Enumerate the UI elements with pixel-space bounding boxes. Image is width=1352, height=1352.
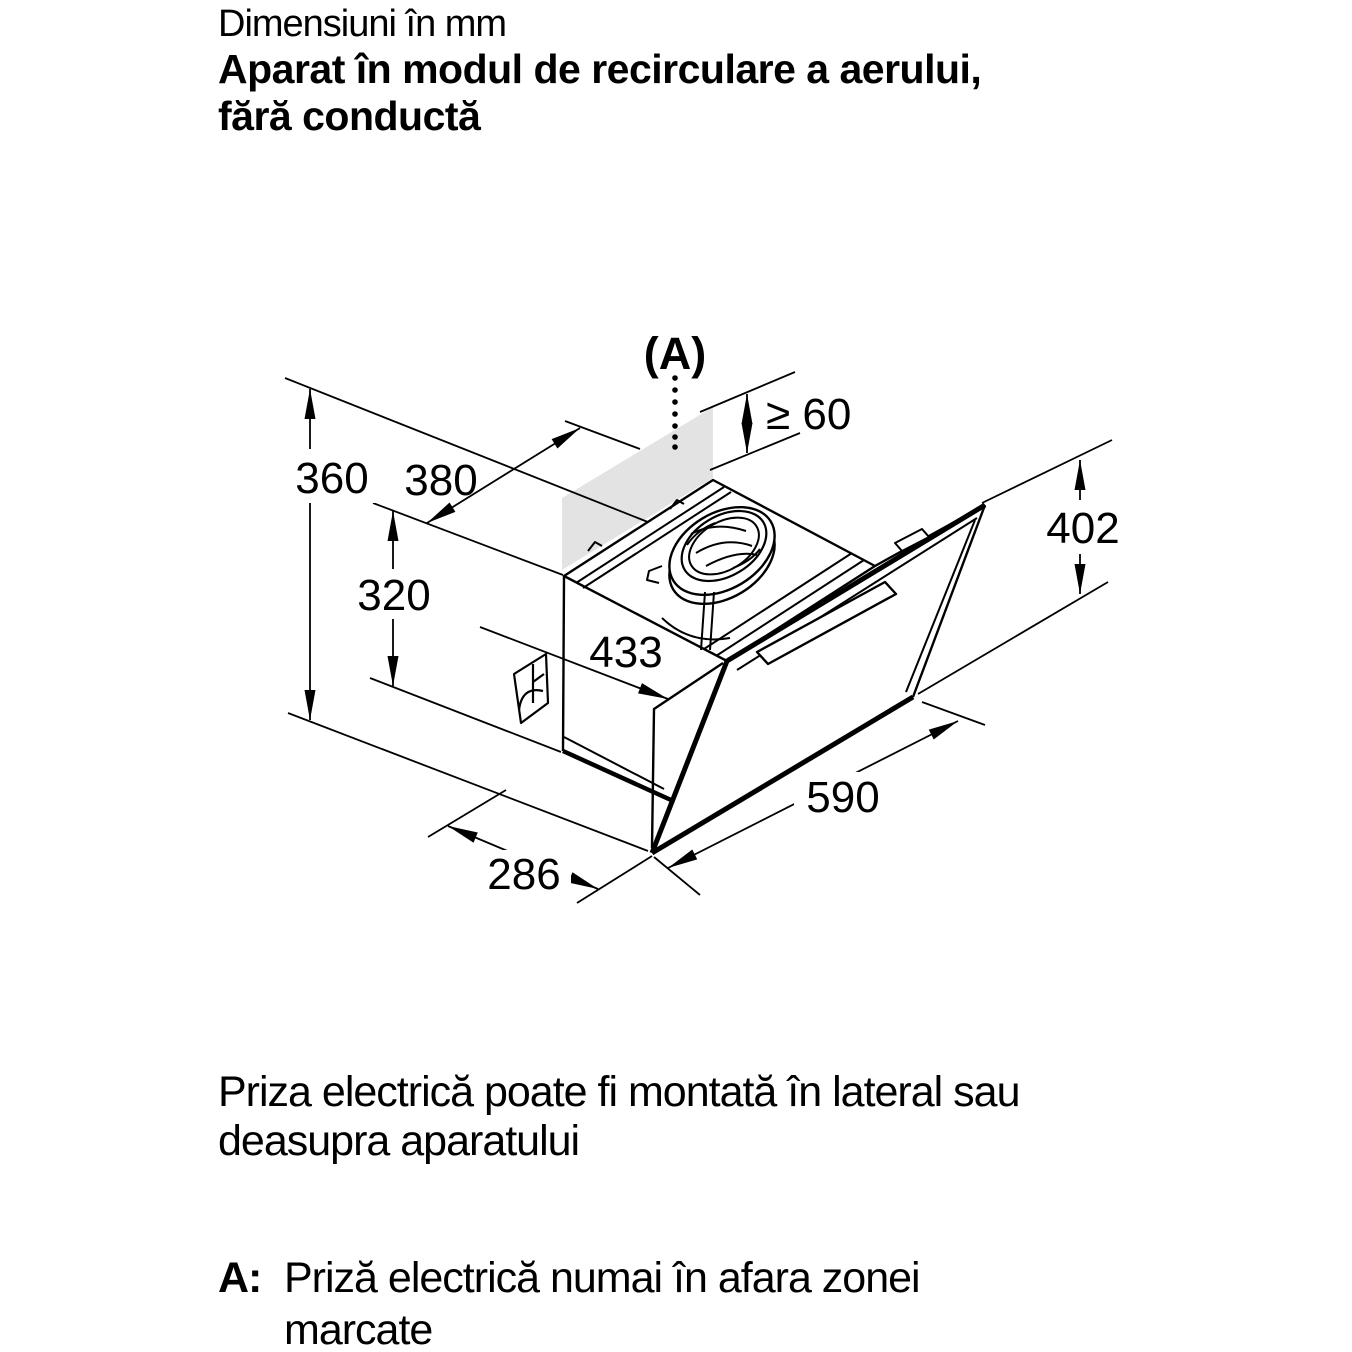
marker-a-label: (A): [643, 328, 707, 379]
legend-key: A:: [218, 1254, 262, 1302]
subtitle-line2: fără conductă: [218, 93, 481, 139]
dim-360: 360: [295, 454, 369, 503]
note-socket: [218, 1068, 1020, 1166]
dim-286: 286: [487, 850, 561, 899]
dim-402: 402: [1046, 504, 1120, 553]
dim-380: 380: [404, 456, 478, 505]
note-socket-line1: Priza electrică poate fi montată în lateral sau: [218, 1068, 1020, 1116]
marker-a-leader-dots: [672, 375, 678, 450]
dim-min-60: ≥ 60: [766, 390, 852, 439]
legend-line1: Priză electrică numai în afara zonei: [284, 1254, 920, 1302]
dim-590: 590: [806, 773, 880, 822]
page-title: Dimensiuni în mm: [218, 3, 507, 45]
hood-icon: [514, 654, 548, 723]
note-legend: [218, 1252, 920, 1352]
dim-320: 320: [357, 571, 431, 620]
subtitle-line1: Aparat în modul de recirculare a aerului,: [218, 46, 982, 92]
dim-433: 433: [589, 628, 663, 677]
note-socket-line2: deasupra aparatului: [218, 1117, 580, 1165]
legend-line2: marcate: [284, 1306, 433, 1352]
